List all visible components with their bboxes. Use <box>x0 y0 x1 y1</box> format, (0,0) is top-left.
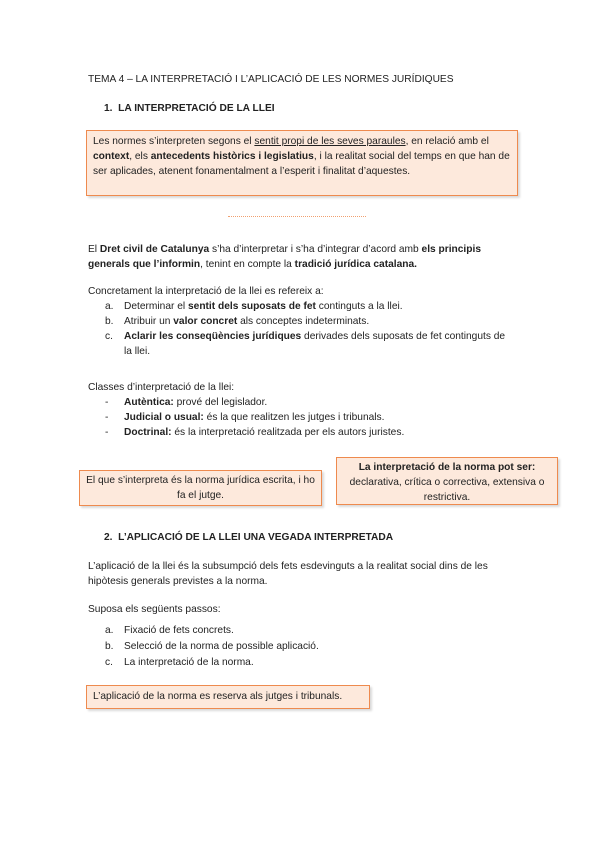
list-item: - Doctrinal: és la interpretació realitzada per els autors juristes. <box>105 427 405 438</box>
dotted-separator <box>228 216 366 217</box>
aplicacio-paragraph: L’aplicació de la llei és la subsumpció dels fets esdevinguts a la realitat social dins de les hipòtesis generals previstes a la norma. <box>88 561 488 587</box>
dret-civil-paragraph: El Dret civil de Catalunya s’ha d’interpretar i s’ha d’integrar d’acord amb els principis generals que l’informin, tenint en compte la tradició jurídica catalana. <box>88 244 481 270</box>
interpretation-note-box: El que s’interpreta és la norma jurídica escrita, i ho fa el jutge. <box>79 470 322 506</box>
definition-box <box>86 130 518 196</box>
definition-text: Les normes s’interpreten segons el sentit propi de les seves paraules, en relació amb el context, els antecedents històrics i legislatius, i la realitat social del temps en que han de ser aplicades, atenent fonamentalment a l’esperit i finalitat d’aquestes. <box>93 136 510 177</box>
passos-intro: Suposa els següents passos: <box>88 604 221 615</box>
classes-intro: Classes d’interpretació de la llei: <box>88 382 235 393</box>
concretament-section <box>88 284 516 359</box>
list-item: a. Fixació de fets concrets. <box>105 625 234 636</box>
list-item: b. Selecció de la norma de possible aplicació. <box>105 641 319 652</box>
section-2-heading: 2. L’APLICACIÓ DE LA LLEI UNA VEGADA INTERPRETADA <box>104 532 394 543</box>
list-item: - Autèntica: prové del legislador. <box>105 397 268 408</box>
aplicacio-note-box: L’aplicació de la norma es reserva als jutges i tribunals. <box>86 685 370 709</box>
list-item: c. Aclarir les conseqüències jurídiques derivades dels suposats de fet continguts de la llei. <box>105 331 506 357</box>
section-1-heading: 1. LA INTERPRETACIÓ DE LA LLEI <box>104 103 275 114</box>
list-item: b. Atribuir un valor concret als conceptes indeterminats. <box>105 316 370 327</box>
classes-section <box>88 380 516 440</box>
concretament-list <box>88 299 516 359</box>
classes-list <box>88 395 516 440</box>
list-item: - Judicial o usual: és la que realitzen les jutges i tribunals. <box>105 412 385 423</box>
interpretation-types-box: La interpretació de la norma pot ser: declarativa, crítica o correctiva, extensiva o restrictiva. <box>336 457 558 505</box>
passos-list <box>88 623 516 670</box>
passos-section <box>88 602 516 670</box>
list-item: a. Determinar el sentit dels suposats de fet continguts a la llei. <box>105 301 403 312</box>
list-item: c. La interpretació de la norma. <box>105 657 254 668</box>
concretament-intro: Concretament la interpretació de la llei es refereix a: <box>88 286 324 297</box>
page-title: TEMA 4 – LA INTERPRETACIÓ I L’APLICACIÓ DE LES NORMES JURÍDIQUES <box>88 74 454 85</box>
